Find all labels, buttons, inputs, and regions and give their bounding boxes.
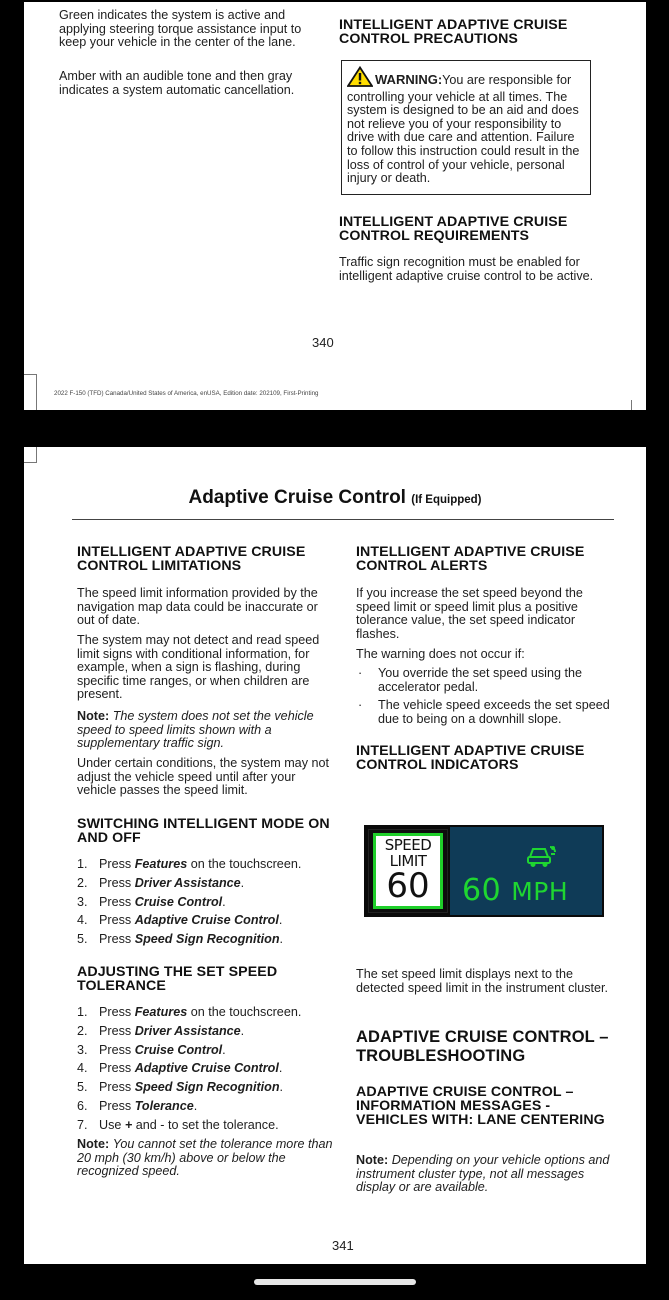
messages-note <box>356 1154 618 1195</box>
set-speed-readout <box>462 873 568 908</box>
instrument-cluster-image <box>364 825 604 917</box>
step-text: Press Features on the touchscreen. <box>99 1005 302 1019</box>
manual-page-341 <box>24 447 646 1264</box>
step-item <box>77 912 339 931</box>
step-number: 4. <box>77 913 88 928</box>
sign-line-2: LIMIT <box>389 852 427 870</box>
page-footer: 2022 F-150 (TFD) Canada/United States of America, enUSA, Edition date: 202109, First-Printing <box>54 390 319 397</box>
alerts-heading: INTELLIGENT ADAPTIVE CRUISE CONTROL ALERTS <box>356 544 585 574</box>
indicators-heading: INTELLIGENT ADAPTIVE CRUISE CONTROL INDICATORS <box>356 743 585 773</box>
limitations-heading: INTELLIGENT ADAPTIVE CRUISE CONTROL LIMITATIONS <box>77 544 306 574</box>
step-number: 3. <box>77 894 88 909</box>
speed-limit-sign <box>368 829 448 913</box>
sign-speed-value: 60 <box>386 866 430 906</box>
limitations-para-2: The system may not detect and read speed limit signs with conditional information, for example, when a sign is flashing, during specific time ranges, or when children are present. <box>77 633 320 702</box>
step-number: 1. <box>77 857 88 871</box>
crop-mark <box>36 374 37 410</box>
tolerance-note <box>77 1138 339 1179</box>
step-item <box>77 1117 339 1136</box>
step-item <box>77 894 339 913</box>
step-number: 2. <box>77 875 88 890</box>
step-text: Press Driver Assistance. <box>99 875 245 890</box>
step-item <box>77 931 339 950</box>
troubleshooting-heading: ADAPTIVE CRUISE CONTROL – TROUBLESHOOTING <box>356 1028 609 1065</box>
indicators-caption: The set speed limit displays next to the detected speed limit in the instrument cluster. <box>356 967 609 995</box>
home-indicator-bar[interactable] <box>254 1279 416 1285</box>
warning-body: You are responsible for controlling your vehicle at all times. The system is designed to be an aid and does not relieve you of your responsibility to drive with due care and attention. Failure to follow this instruction could result in the loss of control of your vehicle, personal injury or death. <box>347 73 580 186</box>
step-number: 3. <box>77 1042 88 1057</box>
limitations-para-3: Under certain conditions, the system may not adjust the vehicle speed until after your vehicle passes the speed limit. <box>77 756 329 798</box>
step-number: 5. <box>77 932 88 947</box>
warning-box <box>341 60 591 195</box>
step-number: 1. <box>77 1005 88 1019</box>
lane-green-paragraph: Green indicates the system is active and applying steering torque assistance input to keep your vehicle in the center of the lane. <box>59 8 302 50</box>
step-number: 4. <box>77 1061 88 1076</box>
speed-limit-sign-face <box>373 833 443 909</box>
alerts-bullets <box>356 667 618 731</box>
crop-mark <box>36 447 37 463</box>
page-title <box>24 487 646 509</box>
step-text: Press Adaptive Cruise Control. <box>99 1061 283 1076</box>
switching-steps <box>77 856 339 950</box>
step-item <box>77 1023 339 1042</box>
note-text: You cannot set the tolerance more than 20 mph (30 km/h) above or below the recognized speed. <box>77 1137 333 1179</box>
step-text: Use + and - to set the tolerance. <box>99 1117 279 1132</box>
step-text: Press Cruise Control. <box>99 894 226 909</box>
title-text: Adaptive Cruise Control <box>188 487 406 508</box>
step-text: Press Cruise Control. <box>99 1042 226 1057</box>
note-text: Depending on your vehicle options and instrument cluster type, not all messages display or are available. <box>356 1153 610 1195</box>
page-number-341: 341 <box>332 1238 354 1253</box>
note-label: Note: <box>77 709 110 723</box>
lane-amber-paragraph: Amber with an audible tone and then gray indicates a system automatic cancellation. <box>59 69 295 97</box>
step-number: 2. <box>77 1023 88 1038</box>
step-number: 5. <box>77 1080 88 1095</box>
page-number-340: 340 <box>312 335 334 350</box>
step-item <box>77 1042 339 1061</box>
step-text: Press Speed Sign Recognition. <box>99 1080 284 1095</box>
list-item: · The vehicle speed exceeds the set speed due to being on a downhill slope. <box>356 699 618 726</box>
step-text: Press Speed Sign Recognition. <box>99 932 284 947</box>
requirements-heading: INTELLIGENT ADAPTIVE CRUISE CONTROL REQUIREMENTS <box>339 214 568 244</box>
step-item <box>77 875 339 894</box>
warning-triangle-icon <box>347 66 373 91</box>
limitations-note <box>77 710 335 751</box>
tolerance-heading: ADJUSTING THE SET SPEED TOLERANCE <box>77 964 278 994</box>
alerts-para-2: The warning does not occur if: <box>356 647 525 661</box>
step-number: 6. <box>77 1098 88 1113</box>
requirements-text: Traffic sign recognition must be enabled for intelligent adaptive cruise control to be active. <box>339 255 594 283</box>
alerts-para-1: If you increase the set speed beyond the speed limit or speed limit plus a positive tolerance value, the set speed indicator flashes. <box>356 586 583 641</box>
crop-mark <box>631 400 632 410</box>
sign-line-1: SPEED <box>384 836 432 854</box>
step-item <box>77 1098 339 1117</box>
messages-heading: ADAPTIVE CRUISE CONTROL – INFORMATION MESSAGES - VEHICLES WITH: LANE CENTERING <box>356 1084 605 1128</box>
step-text: Press Tolerance. <box>99 1098 198 1113</box>
limitations-para-1: The speed limit information provided by the navigation map data could be inaccurate or out of date. <box>77 586 318 628</box>
note-label: Note: <box>77 1137 110 1151</box>
step-item <box>77 1079 339 1098</box>
note-text: The system does not set the vehicle speed to speed limits shown with a supplementary traffic sign. <box>77 709 314 751</box>
note-label: Note: <box>356 1153 389 1167</box>
title-suffix: (If Equipped) <box>411 494 482 506</box>
manual-page-340 <box>24 2 646 410</box>
set-speed-display <box>450 827 602 915</box>
list-item: · You override the set speed using the accelerator pedal. <box>356 667 618 694</box>
set-speed-unit: MPH <box>511 877 569 906</box>
title-divider <box>72 519 614 520</box>
step-number: 7. <box>77 1117 88 1132</box>
warning-text-block <box>347 66 585 186</box>
switching-heading: SWITCHING INTELLIGENT MODE ON AND OFF <box>77 816 330 846</box>
step-item <box>77 1060 339 1079</box>
tolerance-steps <box>77 1004 339 1136</box>
step-item <box>77 856 339 875</box>
set-speed-value: 60 <box>462 873 502 908</box>
cruise-car-icon <box>524 841 558 874</box>
step-text: Press Adaptive Cruise Control. <box>99 913 283 928</box>
precautions-heading: INTELLIGENT ADAPTIVE CRUISE CONTROL PRECAUTIONS <box>339 17 568 47</box>
step-text: Press Driver Assistance. <box>99 1023 245 1038</box>
step-text: Press Features on the touchscreen. <box>99 857 302 871</box>
warning-label: WARNING: <box>375 72 443 87</box>
step-item <box>77 1004 339 1023</box>
